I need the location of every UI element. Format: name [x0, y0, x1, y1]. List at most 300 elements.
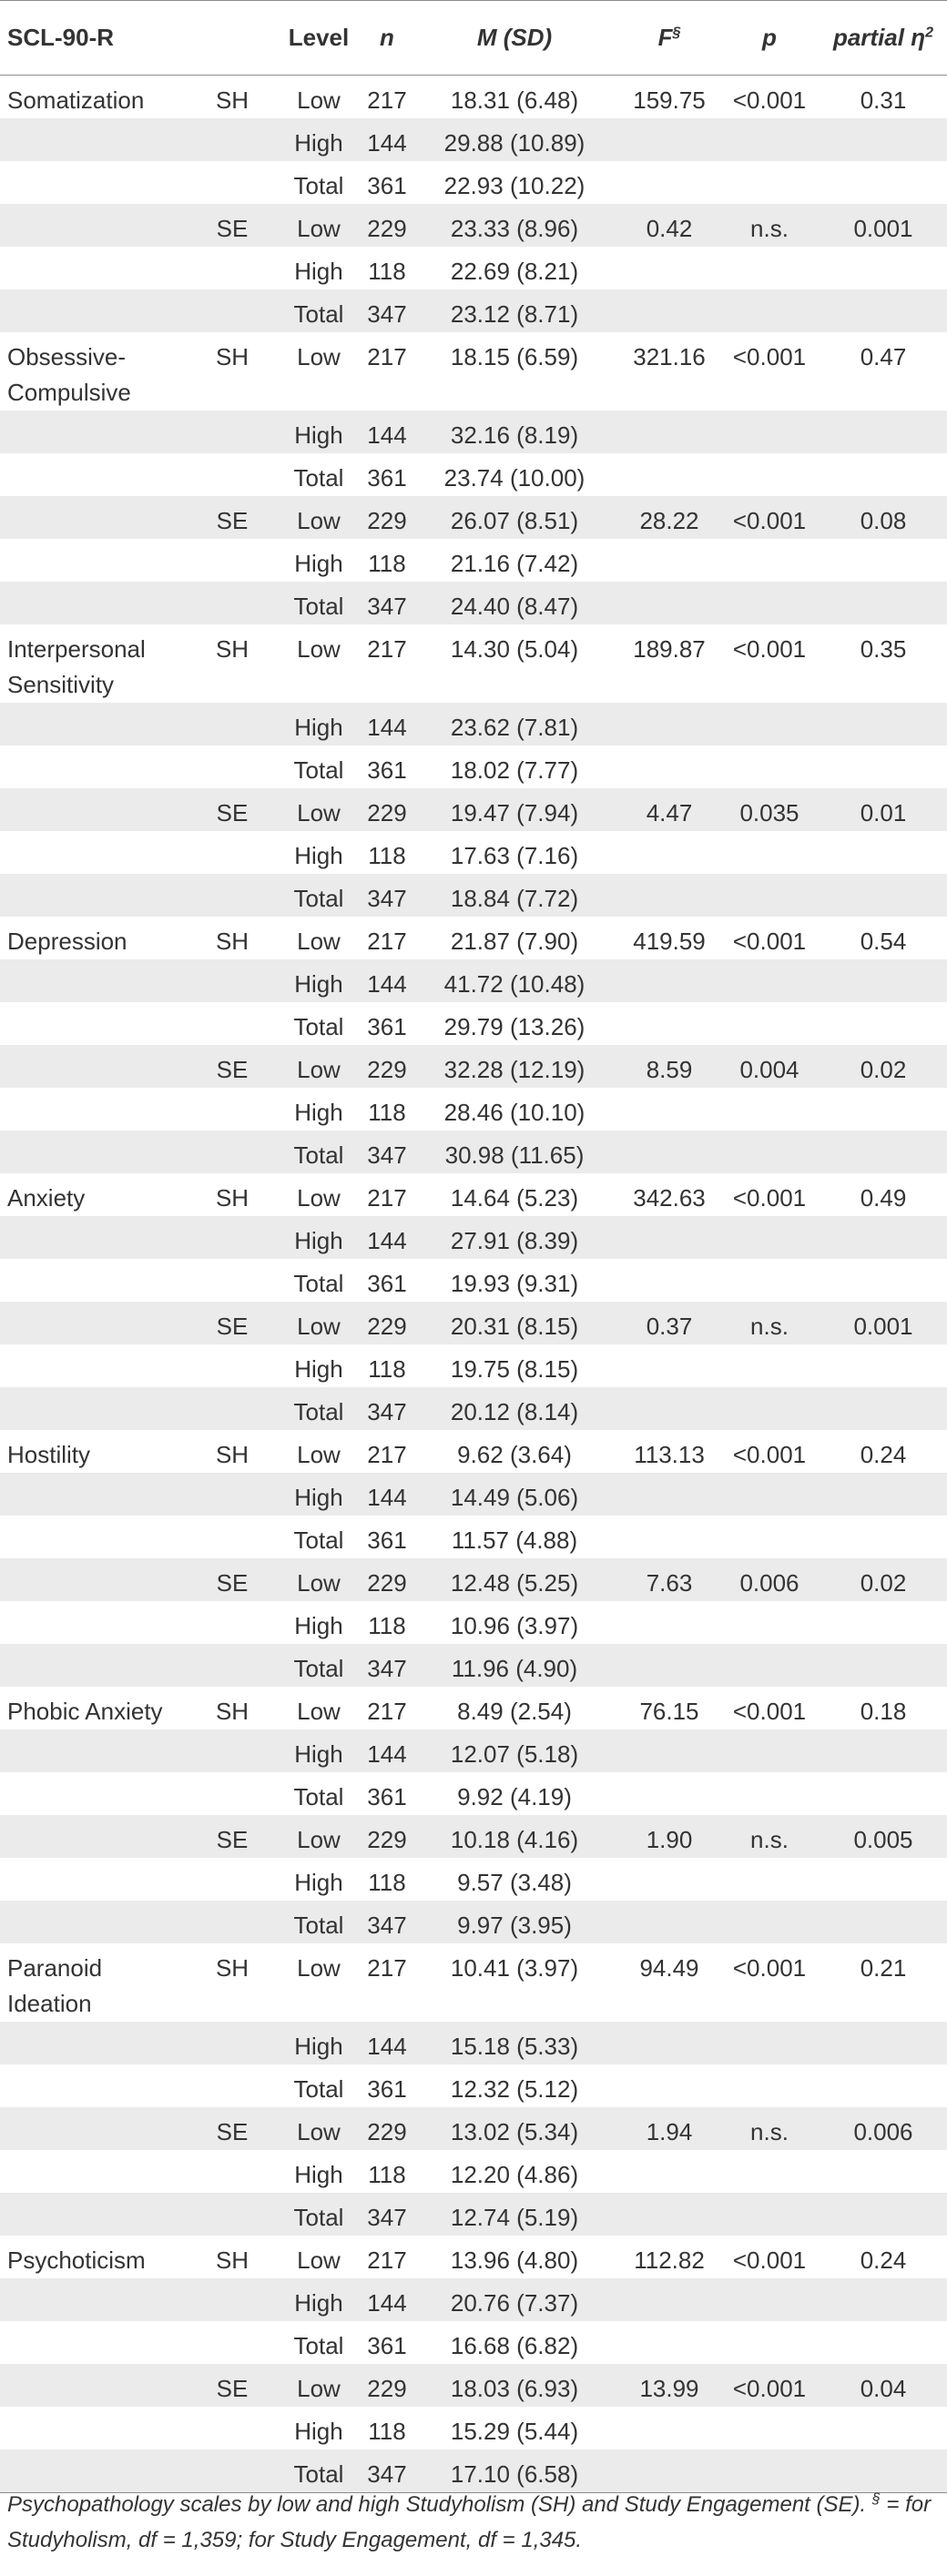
- cell-f: 321.16: [633, 343, 706, 370]
- cell-f: [619, 703, 719, 745]
- cell-group: SE: [216, 1826, 249, 1853]
- cell-level: High: [294, 714, 343, 741]
- cell-f: [619, 582, 719, 624]
- cell-level: Total: [293, 1526, 344, 1554]
- cell-f: [619, 1259, 719, 1302]
- cell-group: [191, 959, 273, 1002]
- cell-group: [191, 2064, 273, 2107]
- cell-scale: [0, 247, 191, 289]
- cell-group: [191, 1901, 273, 1943]
- cell-p: <0.001: [732, 1954, 807, 1982]
- cell-partial-eta: 0.54: [860, 928, 907, 955]
- cell-group: [191, 1131, 273, 1173]
- cell-scale: [0, 496, 191, 539]
- cell-group: [191, 118, 273, 161]
- cell-scale: [0, 289, 191, 332]
- cell-n: 361: [367, 172, 407, 199]
- header-f: [619, 1, 719, 76]
- cell-mean-sd: 26.07 (8.51): [450, 507, 579, 534]
- cell-n: 361: [367, 1783, 407, 1810]
- table-row: [0, 1516, 947, 1558]
- cell-scale: [0, 1858, 191, 1901]
- cell-f: [619, 539, 719, 582]
- cell-group: [191, 2150, 273, 2193]
- cell-level: Low: [297, 1313, 341, 1340]
- cell-mean-sd: 9.92 (4.19): [457, 1783, 572, 1810]
- cell-f: [619, 2193, 719, 2236]
- cell-p: 0.006: [739, 1569, 799, 1597]
- cell-partial-eta: [820, 1644, 947, 1687]
- cell-mean-sd: 9.57 (3.48): [457, 1869, 572, 1896]
- cell-scale: Psychoticism: [7, 2246, 146, 2274]
- cell-partial-eta: [820, 2064, 947, 2107]
- cell-mean-sd: 30.98 (11.65): [444, 1141, 585, 1169]
- cell-scale: [0, 1901, 191, 1943]
- cell-level: Total: [293, 1655, 344, 1682]
- cell-f: 94.49: [639, 1954, 699, 1982]
- cell-partial-eta: [820, 703, 947, 745]
- cell-partial-eta: 0.02: [860, 1569, 907, 1597]
- cell-mean-sd: 20.76 (7.37): [450, 2289, 579, 2317]
- cell-n: 347: [367, 1141, 407, 1169]
- header-p: p: [762, 24, 777, 51]
- table-row: [0, 624, 947, 703]
- cell-p: [719, 1772, 820, 1815]
- cell-p: [719, 1901, 820, 1943]
- cell-group: SH: [215, 343, 249, 370]
- cell-p: [719, 1516, 820, 1558]
- cell-p: [719, 1088, 820, 1131]
- cell-level: Total: [293, 2332, 344, 2359]
- table-row: [0, 1687, 947, 1729]
- cell-n: 217: [367, 1954, 407, 1982]
- table-row: [0, 332, 947, 411]
- cell-p: n.s.: [750, 215, 789, 242]
- table-row: [0, 161, 947, 204]
- cell-scale: [0, 2022, 191, 2064]
- cell-n: 217: [367, 928, 407, 955]
- cell-n: 144: [367, 1740, 407, 1768]
- table-row: [0, 453, 947, 496]
- cell-group: [191, 582, 273, 624]
- cell-level: Total: [293, 885, 344, 912]
- cell-n: 229: [367, 2118, 407, 2145]
- cell-level: Low: [297, 1056, 341, 1083]
- cell-partial-eta: [820, 2022, 947, 2064]
- cell-n: 217: [367, 86, 407, 114]
- table-row: [0, 2278, 947, 2321]
- header-eta-text: partial η: [832, 24, 926, 51]
- cell-mean-sd: 18.84 (7.72): [450, 885, 579, 912]
- cell-scale: [0, 1473, 191, 1516]
- cell-n: 217: [367, 1184, 407, 1212]
- cell-group: [191, 1729, 273, 1772]
- cell-n: 118: [368, 1099, 406, 1126]
- cell-scale: [0, 1601, 191, 1644]
- cell-level: High: [294, 2289, 343, 2317]
- cell-mean-sd: 12.48 (5.25): [450, 1569, 579, 1597]
- cell-partial-eta: [820, 1344, 947, 1387]
- cell-p: [719, 874, 820, 917]
- cell-p: n.s.: [750, 1826, 789, 1853]
- cell-n: 347: [367, 593, 407, 620]
- cell-f: [619, 2321, 719, 2364]
- cell-p: [719, 1131, 820, 1173]
- cell-level: High: [294, 1099, 343, 1126]
- cell-partial-eta: [820, 1387, 947, 1430]
- cell-scale: [0, 2321, 191, 2364]
- cell-n: 217: [367, 343, 407, 370]
- cell-p: [719, 703, 820, 745]
- cell-n: 144: [367, 421, 407, 449]
- table-row: [0, 1216, 947, 1259]
- cell-n: 361: [367, 756, 407, 784]
- cell-level: High: [294, 2418, 343, 2445]
- table-row: [0, 1558, 947, 1601]
- table-row: [0, 1344, 947, 1387]
- cell-group: SE: [216, 1569, 249, 1597]
- cell-mean-sd: 23.12 (8.71): [450, 300, 579, 328]
- cell-p: [719, 161, 820, 204]
- cell-level: Total: [293, 1141, 344, 1169]
- cell-group: [191, 411, 273, 453]
- cell-n: 361: [367, 2332, 407, 2359]
- table-row: [0, 1601, 947, 1644]
- cell-f: [619, 831, 719, 874]
- table-row: [0, 831, 947, 874]
- cell-scale: [0, 539, 191, 582]
- header-f-text: F: [657, 24, 673, 51]
- cell-group: SH: [215, 2246, 249, 2274]
- cell-group: [191, 453, 273, 496]
- table-row: [0, 1473, 947, 1516]
- table-row: [0, 411, 947, 453]
- table-row: [0, 1259, 947, 1302]
- cell-mean-sd: 15.18 (5.33): [450, 2033, 579, 2060]
- cell-n: 118: [368, 2161, 406, 2188]
- cell-scale: [0, 118, 191, 161]
- cell-partial-eta: 0.24: [860, 1441, 907, 1468]
- table-row: [0, 1302, 947, 1344]
- table-row: [0, 76, 947, 119]
- cell-scale: [0, 2064, 191, 2107]
- cell-partial-eta: [820, 1772, 947, 1815]
- cell-mean-sd: 14.49 (5.06): [450, 1484, 579, 1511]
- cell-mean-sd: 27.91 (8.39): [450, 1227, 579, 1254]
- cell-n: 144: [367, 1227, 407, 1254]
- cell-level: Low: [297, 1441, 341, 1468]
- table-row: [0, 582, 947, 624]
- table-row: [0, 204, 947, 247]
- cell-n: 361: [367, 1013, 407, 1040]
- cell-p: [719, 1601, 820, 1644]
- caption-text-2: = for Studyholism, df = 1,359; for Study Engagement, df = 1,345.: [7, 2492, 932, 2552]
- cell-partial-eta: [820, 2150, 947, 2193]
- cell-p: [719, 539, 820, 582]
- cell-level: Low: [297, 343, 341, 370]
- table-row: [0, 1088, 947, 1131]
- cell-mean-sd: 10.96 (3.97): [450, 1612, 579, 1639]
- cell-scale: [0, 959, 191, 1002]
- cell-scale: [0, 1387, 191, 1430]
- cell-p: [719, 2064, 820, 2107]
- cell-n: 118: [368, 550, 406, 577]
- cell-mean-sd: 12.07 (5.18): [450, 1740, 579, 1768]
- cell-partial-eta: [820, 2321, 947, 2364]
- cell-f: 13.99: [639, 2375, 699, 2402]
- cell-level: Total: [293, 1270, 344, 1297]
- cell-mean-sd: 15.29 (5.44): [450, 2418, 579, 2445]
- cell-n: 118: [368, 842, 406, 869]
- cell-group: [191, 1473, 273, 1516]
- cell-partial-eta: 0.31: [860, 86, 907, 114]
- cell-group: SE: [216, 215, 249, 242]
- cell-mean-sd: 12.20 (4.86): [450, 2161, 579, 2188]
- cell-level: Total: [293, 172, 344, 199]
- cell-scale: [0, 1131, 191, 1173]
- cell-level: Low: [297, 1184, 341, 1212]
- cell-p: [719, 247, 820, 289]
- cell-n: 229: [367, 1313, 407, 1340]
- cell-mean-sd: 9.62 (3.64): [457, 1441, 572, 1468]
- cell-n: 347: [367, 1912, 407, 1939]
- cell-group: [191, 1387, 273, 1430]
- cell-level: Total: [293, 2460, 344, 2488]
- cell-f: [619, 2278, 719, 2321]
- cell-scale: [0, 1302, 191, 1344]
- table-row: [0, 496, 947, 539]
- cell-p: [719, 2278, 820, 2321]
- cell-p: [719, 745, 820, 788]
- cell-p: [719, 2150, 820, 2193]
- cell-f: [619, 1344, 719, 1387]
- cell-group: [191, 1216, 273, 1259]
- cell-f: [619, 745, 719, 788]
- cell-n: 361: [367, 1526, 407, 1554]
- table-row: [0, 1772, 947, 1815]
- cell-p: [719, 289, 820, 332]
- cell-partial-eta: 0.001: [853, 215, 913, 242]
- cell-f: 189.87: [633, 635, 706, 663]
- cell-level: High: [294, 2033, 343, 2060]
- cell-scale: [0, 161, 191, 204]
- cell-f: [619, 2407, 719, 2449]
- cell-partial-eta: [820, 874, 947, 917]
- cell-group: SH: [215, 928, 249, 955]
- cell-mean-sd: 18.02 (7.77): [450, 756, 579, 784]
- cell-f: 1.94: [646, 2118, 693, 2145]
- cell-group: [191, 2278, 273, 2321]
- cell-partial-eta: [820, 247, 947, 289]
- cell-n: 229: [367, 215, 407, 242]
- cell-level: Total: [293, 1398, 344, 1425]
- cell-scale: Paranoid Ideation: [7, 1954, 103, 2017]
- cell-p: <0.001: [732, 1441, 807, 1468]
- cell-p: <0.001: [732, 1184, 807, 1212]
- cell-f: [619, 1387, 719, 1430]
- cell-p: [719, 1858, 820, 1901]
- cell-partial-eta: [820, 539, 947, 582]
- cell-partial-eta: [820, 1002, 947, 1045]
- cell-group: [191, 2321, 273, 2364]
- cell-group: [191, 1002, 273, 1045]
- cell-scale: [0, 874, 191, 917]
- cell-mean-sd: 18.15 (6.59): [450, 343, 579, 370]
- cell-partial-eta: 0.49: [860, 1184, 907, 1212]
- cell-scale: [0, 1045, 191, 1088]
- cell-p: <0.001: [732, 507, 807, 534]
- cell-p: [719, 2193, 820, 2236]
- cell-partial-eta: [820, 1901, 947, 1943]
- cell-level: Total: [293, 1912, 344, 1939]
- cell-group: [191, 1088, 273, 1131]
- cell-level: Total: [293, 1013, 344, 1040]
- cell-p: <0.001: [732, 928, 807, 955]
- cell-level: Total: [293, 2204, 344, 2231]
- header-mean-sd: M (SD): [476, 24, 553, 51]
- table-row: [0, 2364, 947, 2407]
- cell-f: [619, 1858, 719, 1901]
- cell-p: [719, 411, 820, 453]
- cell-level: High: [294, 1484, 343, 1511]
- cell-p: [719, 2022, 820, 2064]
- cell-scale: [0, 1558, 191, 1601]
- table-row: [0, 1173, 947, 1216]
- cell-partial-eta: [820, 831, 947, 874]
- table-row: [0, 118, 947, 161]
- cell-p: [719, 2321, 820, 2364]
- header-row: [0, 1, 947, 76]
- cell-group: SH: [215, 1184, 249, 1212]
- cell-partial-eta: [820, 161, 947, 204]
- table-row: [0, 1729, 947, 1772]
- cell-mean-sd: 17.10 (6.58): [450, 2460, 579, 2488]
- cell-p: <0.001: [732, 1698, 807, 1725]
- cell-mean-sd: 23.33 (8.96): [450, 215, 579, 242]
- cell-scale: [0, 1344, 191, 1387]
- cell-f: 113.13: [634, 1441, 705, 1468]
- table-row: [0, 1430, 947, 1473]
- table-row: [0, 1943, 947, 2022]
- cell-level: High: [294, 1869, 343, 1896]
- table-row: [0, 959, 947, 1002]
- cell-f: [619, 289, 719, 332]
- cell-mean-sd: 21.87 (7.90): [450, 928, 579, 955]
- cell-level: High: [294, 1740, 343, 1768]
- cell-group: [191, 2022, 273, 2064]
- cell-group: [191, 1644, 273, 1687]
- cell-mean-sd: 8.49 (2.54): [457, 1698, 572, 1725]
- cell-f: [619, 1516, 719, 1558]
- table-row: [0, 1387, 947, 1430]
- cell-scale: [0, 582, 191, 624]
- cell-partial-eta: [820, 745, 947, 788]
- cell-f: [619, 161, 719, 204]
- cell-f: [619, 1216, 719, 1259]
- cell-mean-sd: 16.68 (6.82): [450, 2332, 579, 2359]
- cell-scale: [0, 1088, 191, 1131]
- cell-group: [191, 1344, 273, 1387]
- cell-n: 118: [368, 1612, 406, 1639]
- cell-f: 112.82: [634, 2246, 705, 2274]
- cell-level: High: [294, 1227, 343, 1254]
- cell-scale: [0, 2150, 191, 2193]
- cell-level: Low: [297, 928, 341, 955]
- cell-f: [619, 2022, 719, 2064]
- cell-mean-sd: 9.97 (3.95): [457, 1912, 572, 1939]
- cell-partial-eta: [820, 289, 947, 332]
- cell-level: Total: [293, 756, 344, 784]
- cell-partial-eta: [820, 1131, 947, 1173]
- cell-n: 144: [367, 970, 407, 998]
- cell-group: [191, 1259, 273, 1302]
- cell-n: 229: [367, 2375, 407, 2402]
- cell-group: [191, 289, 273, 332]
- table-row: [0, 2064, 947, 2107]
- cell-mean-sd: 18.31 (6.48): [450, 86, 579, 114]
- table-row: [0, 1858, 947, 1901]
- header-eta-sup: 2: [925, 25, 934, 41]
- table-row: [0, 1901, 947, 1943]
- cell-f: [619, 453, 719, 496]
- cell-p: <0.001: [732, 2246, 807, 2274]
- cell-group: SH: [215, 635, 249, 663]
- cell-f: [619, 2064, 719, 2107]
- cell-mean-sd: 19.75 (8.15): [450, 1355, 579, 1383]
- caption-text-1: Psychopathology scales by low and high Studyholism (SH) and Study Engagement (SE).: [7, 2492, 872, 2517]
- cell-scale: [0, 1729, 191, 1772]
- cell-p: [719, 1473, 820, 1516]
- cell-mean-sd: 10.18 (4.16): [450, 1826, 579, 1853]
- cell-scale: Anxiety: [7, 1184, 86, 1212]
- cell-group: [191, 703, 273, 745]
- cell-p: [719, 2407, 820, 2449]
- cell-f: 1.90: [646, 1826, 693, 1853]
- table-row: [0, 1644, 947, 1687]
- cell-level: High: [294, 258, 343, 285]
- cell-scale: [0, 1516, 191, 1558]
- cell-mean-sd: 22.93 (10.22): [443, 172, 586, 199]
- cell-p: [719, 1216, 820, 1259]
- cell-f: 0.42: [646, 215, 693, 242]
- cell-partial-eta: [820, 959, 947, 1002]
- cell-scale: [0, 2107, 191, 2150]
- cell-group: SE: [216, 1056, 249, 1083]
- cell-f: [619, 2150, 719, 2193]
- cell-scale: [0, 1216, 191, 1259]
- cell-mean-sd: 29.88 (10.89): [443, 129, 586, 157]
- table-row: [0, 1815, 947, 1858]
- cell-mean-sd: 14.64 (5.23): [450, 1184, 579, 1212]
- cell-f: [619, 1473, 719, 1516]
- cell-f: 4.47: [646, 799, 693, 827]
- cell-level: High: [294, 550, 343, 577]
- cell-group: SH: [215, 1954, 249, 1982]
- table-row: [0, 1045, 947, 1088]
- cell-mean-sd: 13.02 (5.34): [450, 2118, 579, 2145]
- cell-scale: [0, 411, 191, 453]
- table-row: [0, 2236, 947, 2278]
- cell-partial-eta: [820, 453, 947, 496]
- cell-scale: [0, 204, 191, 247]
- cell-n: 144: [367, 1484, 407, 1511]
- cell-mean-sd: 12.74 (5.19): [450, 2204, 579, 2231]
- cell-mean-sd: 19.93 (9.31): [450, 1270, 579, 1297]
- cell-p: <0.001: [732, 635, 807, 663]
- cell-f: 419.59: [633, 928, 706, 955]
- cell-partial-eta: [820, 1088, 947, 1131]
- cell-scale: Somatization: [7, 86, 145, 114]
